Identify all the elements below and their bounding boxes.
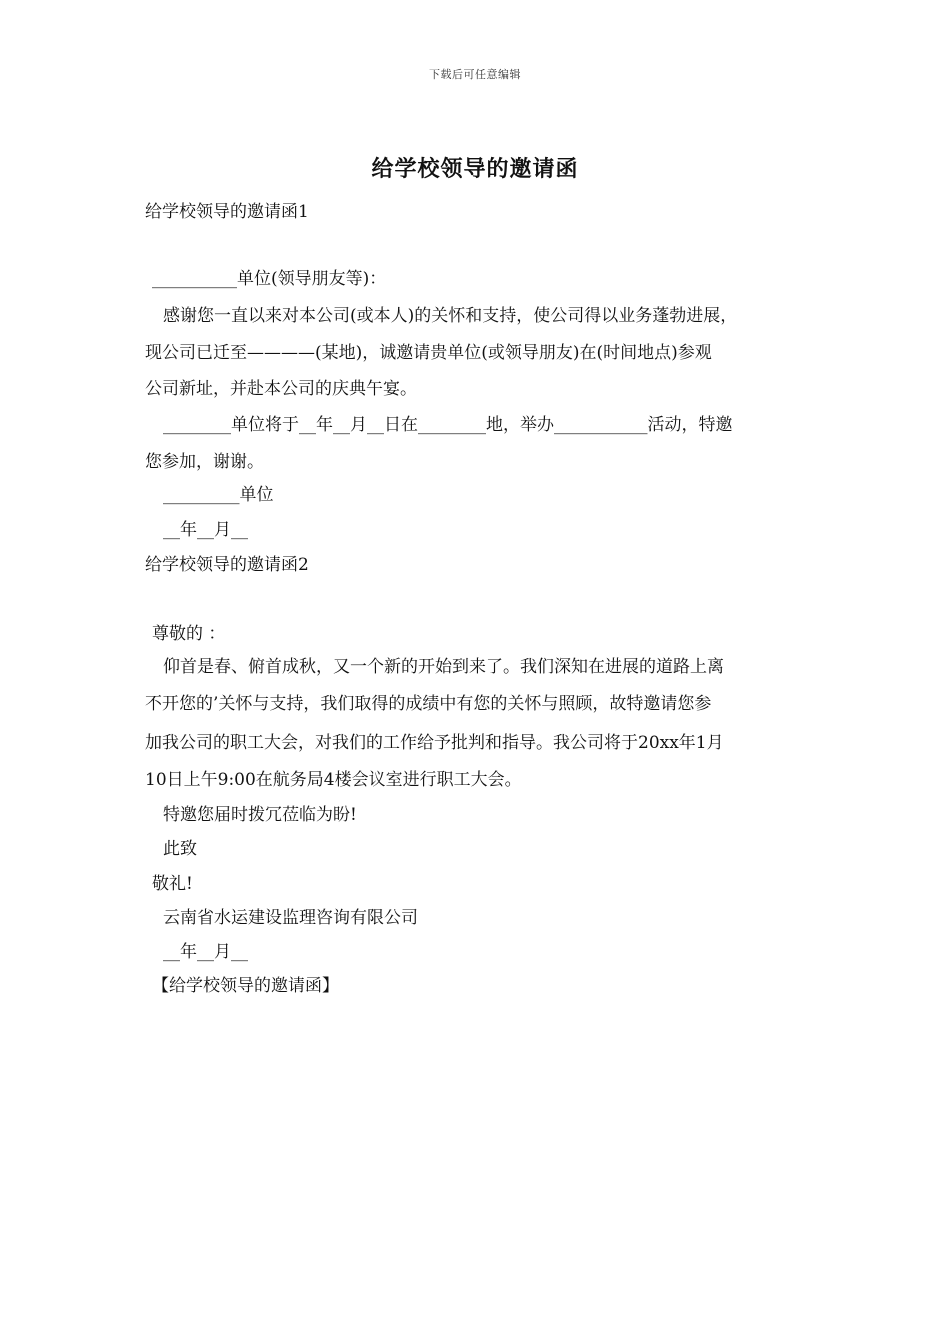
letter1-date: __年__月__ — [163, 520, 248, 540]
letter2-signature: 云南省水运建设监理咨询有限公司 — [163, 908, 418, 928]
letter1-paragraph2-line2: 您参加，谢谢。 — [145, 452, 264, 472]
letter2-paragraph1-line4: 10日上午9:00在航务局4楼会议室进行职工大会。 — [145, 770, 522, 790]
document-footer-title: 【给学校领导的邀请函】 — [152, 976, 339, 996]
letter2-date: __年__月__ — [163, 942, 248, 962]
letter2-closing-jingli: 敬礼! — [152, 874, 193, 894]
letter2-closing-cizhi: 此致 — [163, 839, 197, 859]
header-note: 下载后可任意编辑 — [429, 68, 521, 81]
letter1-salutation: __________单位(领导朋友等)： — [152, 269, 387, 289]
letter2-paragraph1-line2: 不开您的’关怀与支持，我们取得的成绩中有您的关怀与照顾，故特邀请您参 — [145, 694, 712, 714]
letter2-paragraph2: 特邀您届时拨冗莅临为盼! — [163, 805, 357, 825]
letter2-paragraph1-line3: 加我公司的职工大会，对我们的工作给予批判和指导。我公司将于20xx年1月 — [145, 733, 724, 753]
letter1-paragraph1-line3: 公司新址，并赴本公司的庆典午宴。 — [145, 379, 417, 399]
letter1-paragraph1-line1: 感谢您一直以来对本公司(或本人)的关怀和支持，使公司得以业务蓬勃进展， — [163, 306, 738, 326]
letter2-heading: 给学校领导的邀请函2 — [145, 555, 309, 575]
letter1-paragraph2-line1: ________单位将于__年__月__日在________地，举办___________活动，特邀 — [163, 415, 733, 435]
letter2-salutation: 尊敬的 ： — [152, 624, 226, 644]
letter2-paragraph1-line1: 仰首是春、俯首成秋，又一个新的开始到来了。我们深知在进展的道路上离 — [163, 657, 724, 677]
letter1-signature: _________单位 — [163, 485, 274, 505]
letter1-heading: 给学校领导的邀请函1 — [145, 202, 309, 222]
letter1-paragraph1-line2: 现公司已迁至————(某地)，诚邀请贵单位(或领导朋友)在(时间地点)参观 — [145, 343, 712, 363]
page-title: 给学校领导的邀请函 — [371, 156, 579, 182]
